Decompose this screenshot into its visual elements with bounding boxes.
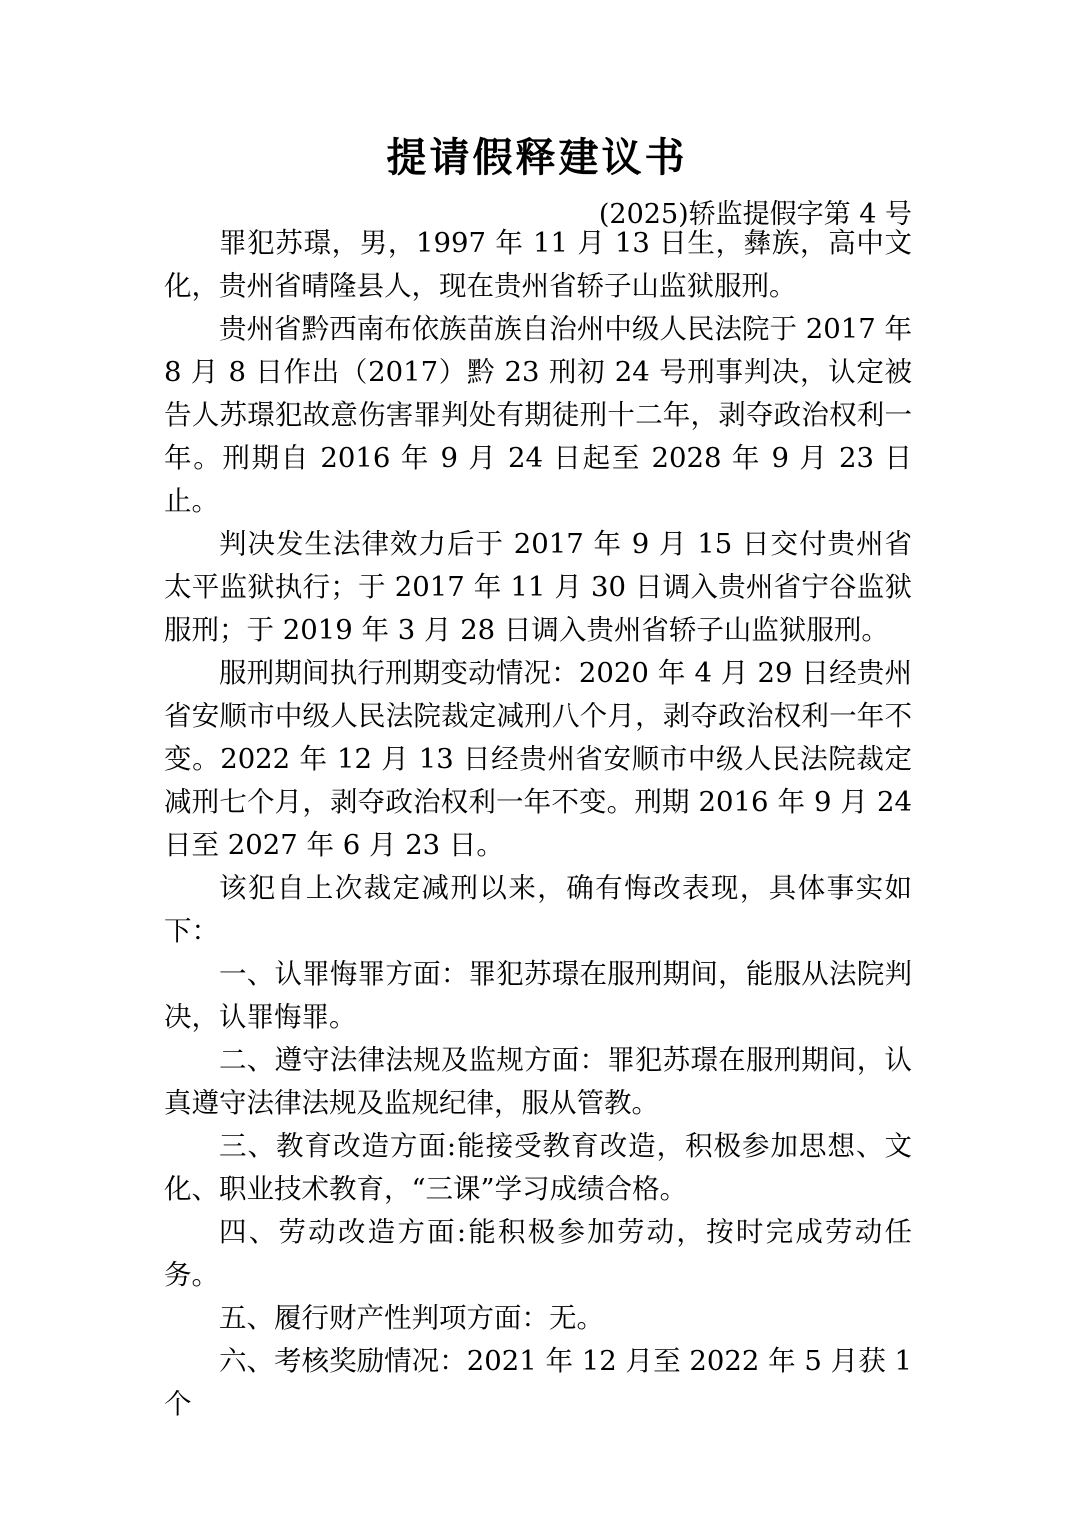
paragraph: 四、劳动改造方面:能积极参加劳动，按时完成劳动任务。 xyxy=(164,1216,912,1291)
paragraph: 五、履行财产性判项方面：无。 xyxy=(219,1302,604,1334)
document-number: (2025)轿监提假字第 4 号 xyxy=(598,199,912,230)
paragraph: 三、教育改造方面:能接受教育改造，积极参加思想、文化、职业技术教育，“三课”学习成绩合格。 xyxy=(164,1130,912,1205)
paragraph: 罪犯苏璟，男，1997 年 11 月 13 日生，彝族，高中文化，贵州省晴隆县人，现在贵州省轿子山监狱服刑。 xyxy=(164,227,912,302)
paragraph: 该犯自上次裁定减刑以来，确有悔改表现，具体事实如下： xyxy=(164,872,912,947)
paragraph: 贵州省黔西南布依族苗族自治州中级人民法院于 2017 年 8 月 8 日作出（2017）黔 23 刑初 24 号刑事判决，认定被告人苏璟犯故意伤害罪判处有期徒刑十二年，剥夺政治权利一年。刑期自 2016 年 9 月 24 日起至 2028 年 9 月 23 日止。 xyxy=(164,313,912,517)
paragraph: 判决发生法律效力后于 2017 年 9 月 15 日交付贵州省太平监狱执行；于 2017 年 11 月 30 日调入贵州省宁谷监狱服刑；于 2019 年 3 月 28 日调入贵州省轿子山监狱服刑。 xyxy=(164,528,912,646)
document-title: 提请假释建议书 xyxy=(386,135,688,181)
paragraph: 服刑期间执行刑期变动情况：2020 年 4 月 29 日经贵州省安顺市中级人民法院裁定减刑八个月，剥夺政治权利一年不变。2022 年 12 月 13 日经贵州省安顺市中级人民法院裁定减刑七个月，剥夺政治权利一年不变。刑期 2016 年 9 月 24 日至 2027 年 6 月 23 日。 xyxy=(164,657,912,861)
document-body xyxy=(164,222,912,1426)
paragraph: 六、考核奖励情况：2021 年 12 月至 2022 年 5 月获 1 个 xyxy=(164,1345,912,1420)
paragraph: 二、遵守法律法规及监规方面：罪犯苏璟在服刑期间，认真遵守法律法规及监规纪律，服从管教。 xyxy=(164,1044,912,1119)
paragraph: 一、认罪悔罪方面：罪犯苏璟在服刑期间，能服从法院判决，认罪悔罪。 xyxy=(164,958,912,1033)
